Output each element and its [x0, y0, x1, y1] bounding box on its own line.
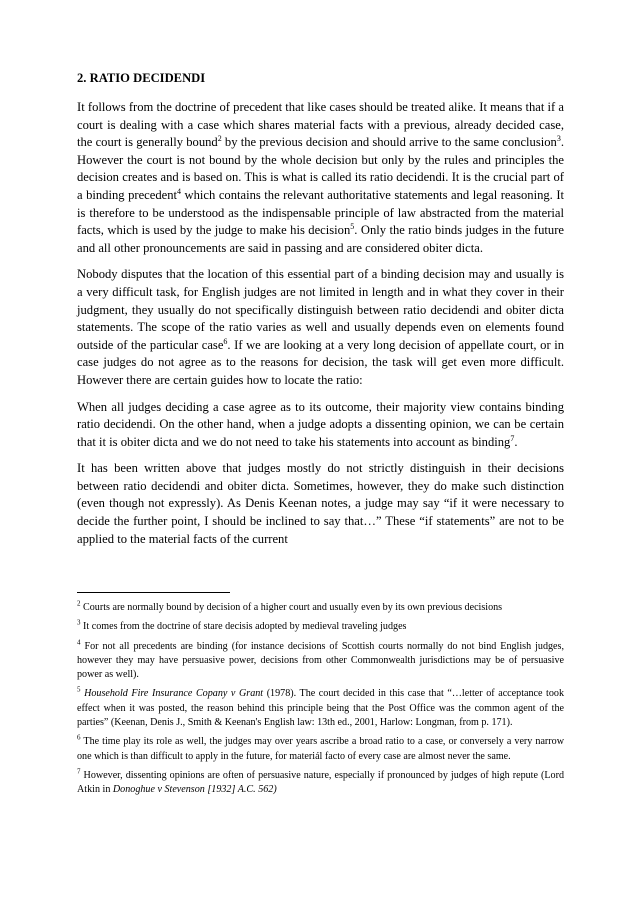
paragraph-if-statements: It has been written above that judges mostly do not strictly distinguish in their decisions between ratio decidendi and obiter dicta. Sometimes, however, they do make such distinction (even though not expressly). As Denis Keenan notes, a judge may say “if it were necessary to decide the further point, I should be inclined to say that…” These “if statements” are not to be applied to the material facts of the current	[77, 461, 564, 546]
footnote-ref-4[interactable]: 4	[177, 186, 182, 196]
footnote-text: It comes from the doctrine of stare decisis adopted by medieval traveling judges	[80, 621, 407, 633]
footnote-5	[77, 687, 564, 730]
footnote-ref-3[interactable]: 3	[556, 134, 561, 143]
footnotes	[77, 601, 564, 803]
footnote-number: 5	[77, 686, 81, 695]
paragraph-majority-view	[77, 399, 564, 452]
paragraph-locating-ratio	[77, 266, 564, 389]
section-heading: 2. RATIO DECIDENDI	[77, 71, 206, 85]
footnote-6	[77, 735, 564, 764]
footnote-text: The time play its role as well, the judges may over years ascribe a broad ratio to a case, or conversely a very narrow one which is than difficult to apply in the future, for materiál facto of every case are almost never the same.	[77, 736, 564, 762]
footnote-number: 6	[77, 734, 81, 743]
paragraph-ratio-definition	[77, 99, 564, 257]
footnote-3	[77, 620, 564, 634]
footnote-text: For not all precedents are binding (for instance decisions of Scottish courts normally do not bind English judges, however they may have persuasive power, decisions from other Commonwealth jurisdictions may be of persuasive power as well).	[77, 640, 564, 681]
footnote-number: 7	[77, 767, 81, 776]
footnote-4	[77, 640, 564, 683]
document-body	[77, 70, 564, 557]
text-run: . However the court is not bound by the whole decision but only by the rules and principles the decision creates and is based on. This is what is called its ratio decidendi. It is the crucial part of a binding precedent	[77, 135, 564, 202]
footnote-text: (1978). The court decided in this case that “…letter of acceptance took effect when it was posted, the reason behind this principle being that the Post Office was the common agent of the parties” (Keenan, Denis J., Smith & Keenan's English law: 13th ed., 2001, Harlow: Longman, from p. 171).	[77, 688, 565, 729]
text-run: Nobody disputes that the location of this essential part of a binding decision may and usually is a very difficult task, for English judges are not limited in length and in what they cover in their judgment, they usually do not specifically distinguish between ratio decidendi and obiter dicta statements. The scope of the ratio varies as well and usually depends even on elements found outside of the particular case	[77, 267, 564, 352]
footnote-ref-6[interactable]: 6	[223, 336, 228, 346]
footnote-number: 3	[77, 618, 81, 627]
footnote-number: 2	[77, 599, 81, 608]
footnote-7	[77, 769, 564, 798]
case-name: Household Fire Insurance Copany v Grant	[84, 688, 264, 700]
case-name: Donoghue v Stevenson [1932] A.C. 562)	[112, 784, 277, 796]
footnote-text: However, dissenting opinions are often of persuasive nature, especially if pronounced by judges of high repute (Lord Atkin in	[77, 769, 564, 796]
text-run: It follows from the doctrine of precedent that like cases should be treated alike. It means that if a court is dealing with a case which shares material facts with a previous, already decided case, the court is generally bound	[77, 100, 564, 150]
footnote-separator	[77, 592, 230, 593]
footnote-number: 4	[77, 638, 81, 647]
footnote-ref-2[interactable]: 2	[217, 134, 222, 143]
text-run: When all judges deciding a case agree as to its outcome, their majority view contains binding ratio decidendi. On the other hand, when a judge adopts a dissenting opinion, we can be certain that it is obiter dicta and we do not need to take his statements into account as binding	[77, 399, 564, 449]
text-run: .	[514, 434, 518, 449]
text-run: by the previous decision and should arrive to the same conclusion	[221, 135, 557, 150]
text-run: which contains the relevant authoritative statements and legal reasoning. It is therefore to be understood as the indispensable principle of law abstracted from the material facts, which is used by the judge to make his decision	[77, 187, 565, 238]
footnote-text: Courts are normally bound by decision of a higher court and usually even by its own previous decisions	[80, 602, 503, 613]
footnote-2	[77, 601, 564, 615]
text-run: . If we are looking at a very long decision of appellate court, or in case judges do not agree as to the reasons for decision, the task will get even more difficult. However there are certain guides how to locate the ratio:	[77, 337, 564, 387]
text-run: . Only the ratio binds judges in the future and all other pronouncements are said in passing and are considered obiter dicta.	[77, 223, 564, 255]
footnote-ref-7[interactable]: 7	[510, 433, 515, 443]
footnote-ref-5[interactable]: 5	[350, 221, 355, 231]
